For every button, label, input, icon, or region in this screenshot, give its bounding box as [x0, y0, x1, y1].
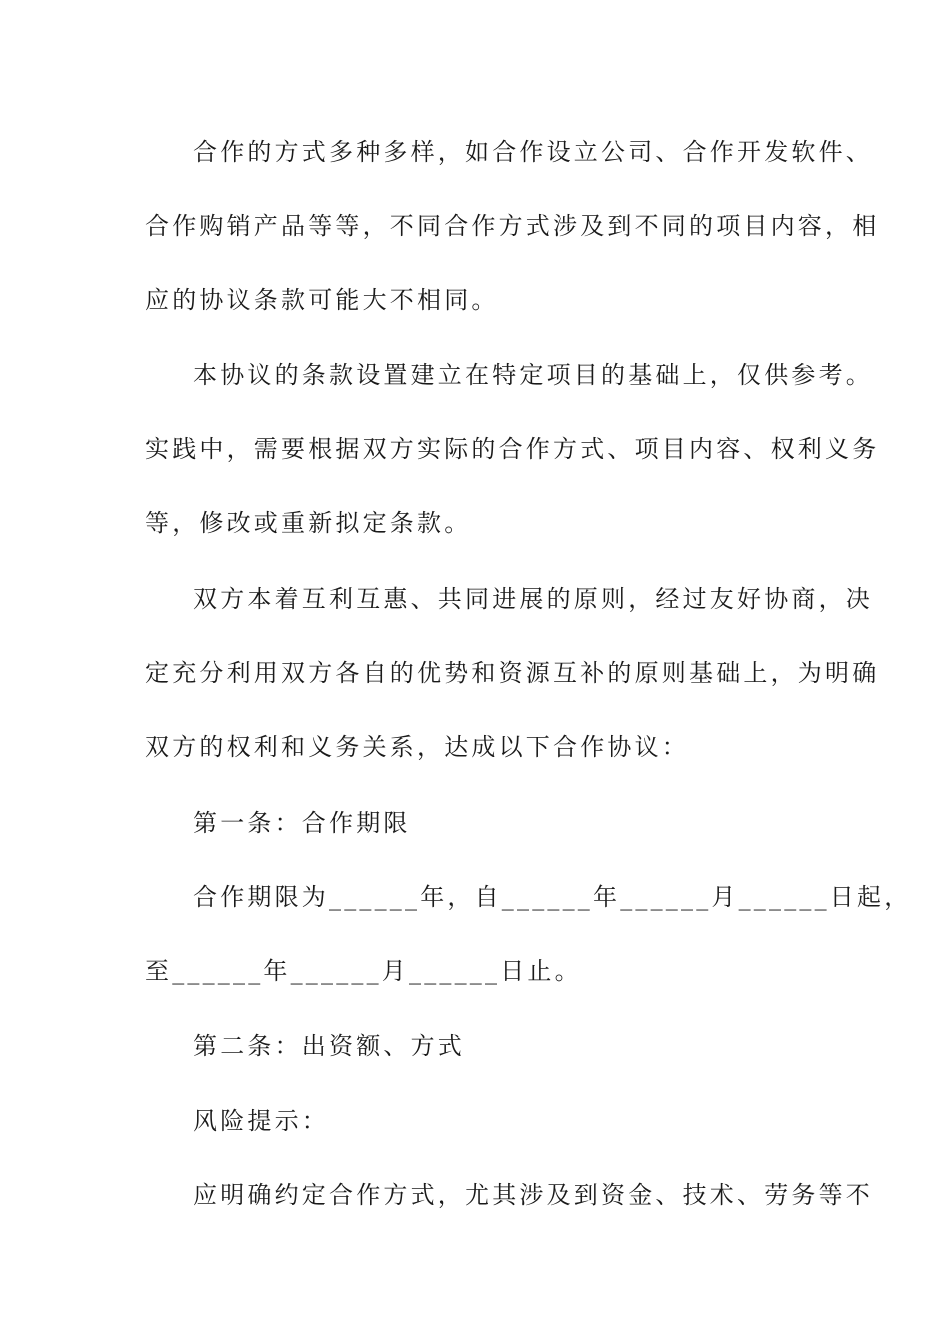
paragraph-1-line-3: 应的协议条款可能大不相同。 — [145, 286, 499, 314]
article-1-heading: 第一条：合作期限 — [193, 809, 411, 837]
risk-notice-line-1: 应明确约定合作方式，尤其涉及到资金、技术、劳务等不 — [193, 1181, 873, 1209]
paragraph-3-line-1: 双方本着互利互惠、共同进展的原则，经过友好协商，决 — [193, 585, 873, 613]
paragraph-2-line-3: 等，修改或重新拟定条款。 — [145, 509, 472, 537]
risk-notice-heading: 风险提示： — [193, 1107, 329, 1135]
term-line-2: 至______年______月______日止。 — [145, 957, 582, 985]
paragraph-1-line-1: 合作的方式多种多样，如合作设立公司、合作开发软件、 — [193, 138, 873, 166]
paragraph-3-line-2: 定充分利用双方各自的优势和资源互补的原则基础上，为明确 — [145, 659, 880, 687]
paragraph-1-line-2: 合作购销产品等等，不同合作方式涉及到不同的项目内容，相 — [145, 212, 880, 240]
article-2-heading: 第二条：出资额、方式 — [193, 1032, 465, 1060]
paragraph-3-line-3: 双方的权利和义务关系，达成以下合作协议： — [145, 733, 689, 761]
paragraph-2-line-2: 实践中，需要根据双方实际的合作方式、项目内容、权利义务 — [145, 435, 880, 463]
paragraph-2-line-1: 本协议的条款设置建立在特定项目的基础上，仅供参考。 — [193, 361, 873, 389]
term-line-1: 合作期限为______年，自______年______月______日起， — [193, 883, 912, 911]
